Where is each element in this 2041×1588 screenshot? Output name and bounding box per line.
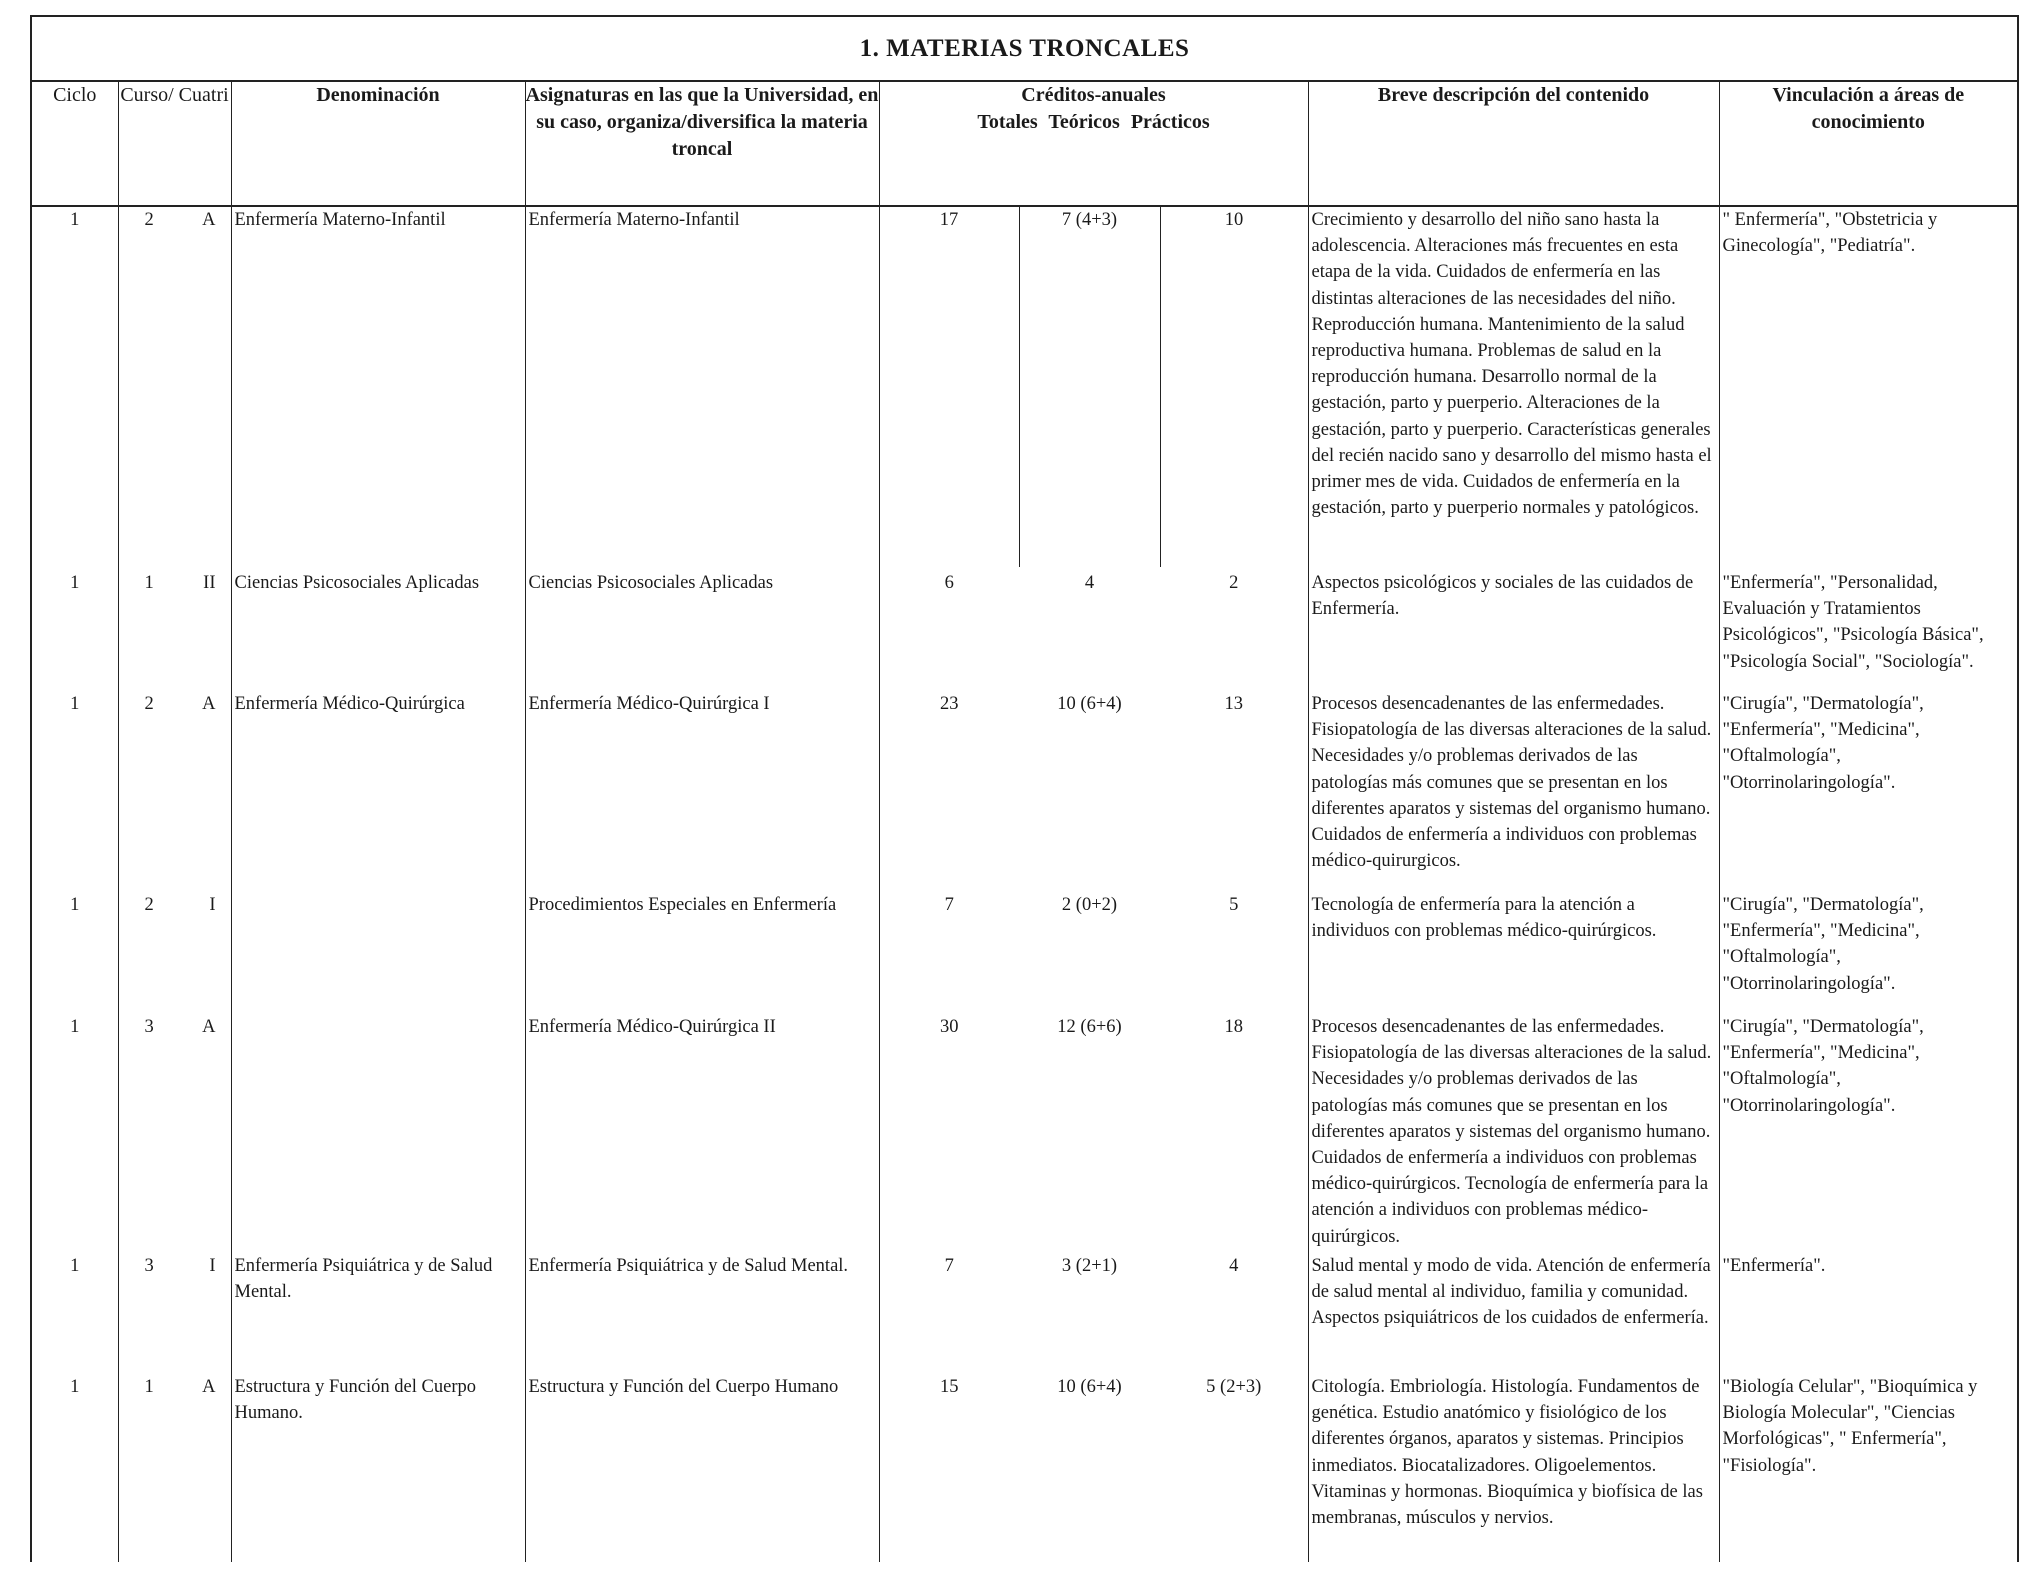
cell-descripcion: Tecnología de enfermería para la atención a individuos con problemas médico-quirúrgicos. <box>1308 889 1719 1011</box>
cell-totales: 17 <box>879 206 1019 567</box>
cell-denominacion <box>231 889 525 1011</box>
cell-curso <box>118 206 231 567</box>
cell-vinculacion: "Enfermería". <box>1719 1250 2018 1371</box>
cell-teoricos: 10 (6+4) <box>1057 1377 1122 1397</box>
cell-vinculacion: "Cirugía", "Dermatología", "Enfermería", "Medicina", "Oftalmología", "Otorrinolaringología". <box>1719 1011 2018 1250</box>
header-creditos-title: Créditos-anuales <box>1021 84 1166 106</box>
cell-practicos: 13 <box>1224 694 1243 714</box>
cell-totales: 23 <box>879 688 1019 889</box>
cell-curso <box>118 1011 231 1250</box>
cell-denominacion: Ciencias Psicosociales Aplicadas <box>231 567 525 688</box>
cell-teoricos: 7 (4+3) <box>1019 206 1160 567</box>
cell-curso <box>118 1371 231 1562</box>
cell-practicos: 10 <box>1160 206 1308 567</box>
cell-asignatura: Enfermería Psiquiátrica y de Salud Mental. <box>525 1250 879 1371</box>
cell-totales: 30 <box>879 1011 1019 1250</box>
table-row <box>31 889 2018 1011</box>
header-asignaturas: Asignaturas en las que la Universidad, en su caso, organiza/diversifica la materia troncal <box>525 81 879 206</box>
cell-curso <box>118 688 231 889</box>
cell-vinculacion: "Cirugía", "Dermatología", "Enfermería", "Medicina", "Oftalmología", "Otorrinolaringología". <box>1719 688 2018 889</box>
cell-practicos: 5 (2+3) <box>1206 1377 1262 1397</box>
cell-cuatri: A <box>202 210 216 230</box>
cell-descripcion: Citología. Embriología. Histología. Fundamentos de genética. Estudio anatómico y fisiológico de los diferentes órganos, aparatos y sistemas. Principios inmediatos. Biocatalizadores. Oligoelementos. Vitaminas y hormonas. Bioquímica y biofísica de las membranas, músculos y nervios. <box>1308 1371 1719 1562</box>
cell-totales: 7 <box>879 1250 1019 1371</box>
cell-curso-year: 1 <box>144 573 154 593</box>
cell-asignatura: Enfermería Médico-Quirúrgica I <box>525 688 879 889</box>
cell-asignatura: Procedimientos Especiales en Enfermería <box>525 889 879 1011</box>
cell-ciclo: 1 <box>31 1250 118 1371</box>
cell-vinculacion: "Cirugía", "Dermatología", "Enfermería", "Medicina", "Oftalmología", "Otorrinolaringología". <box>1719 889 2018 1011</box>
table-row <box>31 1011 2018 1250</box>
cell-cuatri: A <box>202 1377 216 1397</box>
cell-denominacion <box>231 1011 525 1250</box>
cell-cuatri: A <box>202 1017 216 1037</box>
cell-cuatri: I <box>209 1256 216 1276</box>
cell-asignatura: Ciencias Psicosociales Aplicadas <box>525 567 879 688</box>
cell-descripcion: Procesos desencadenantes de las enfermedades. Fisiopatología de las diversas alteraciones de la salud. Necesidades y/o problemas derivados de las patologías más comunes que se presentan en los diferentes aparatos y sistemas del organismo humano. Cuidados de enfermería a individuos con problemas médico-quirurgicos. <box>1308 688 1719 889</box>
cell-vinculacion: " Enfermería", "Obstetricia y Ginecología", "Pediatría". <box>1719 206 2018 567</box>
cell-practicos: 4 <box>1229 1256 1239 1276</box>
document-page <box>30 15 2017 1588</box>
table-row <box>31 688 2018 889</box>
table-row <box>31 206 2018 567</box>
cell-ciclo: 1 <box>31 1371 118 1562</box>
header-denominacion: Denominación <box>231 81 525 206</box>
cell-curso-year: 3 <box>144 1256 154 1276</box>
header-descripcion: Breve descripción del contenido <box>1308 81 1719 206</box>
cell-descripcion: Salud mental y modo de vida. Atención de enfermería de salud mental al individuo, familia y comunidad. Aspectos psiquiátricos de los cuidados de enfermería. <box>1308 1250 1719 1371</box>
cell-curso <box>118 1250 231 1371</box>
cell-curso-year: 2 <box>144 694 154 714</box>
cell-curso-year: 1 <box>144 1377 154 1397</box>
header-creditos-sub: Totales Teóricos Prácticos <box>977 111 1210 133</box>
cell-vinculacion: "Biología Celular", "Bioquímica y Biología Molecular", "Ciencias Morfológicas", " Enfermería", "Fisiología". <box>1719 1371 2018 1562</box>
cell-curso-year: 2 <box>144 210 154 230</box>
cell-descripcion: Crecimiento y desarrollo del niño sano hasta la adolescencia. Alteraciones más frecuentes en esta etapa de la vida. Cuidados de enfermería en las distintas alteraciones de las necesidades del niño. Reproducción humana. Mantenimiento de la salud reproductiva humana. Problemas de salud en la reproducción humana. Desarrollo normal de la gestación, parto y puerperio. Alteraciones de la gestación, parto y puerperio. Características generales del recién nacido sano y desarrollo del mismo hasta el primer mes de vida. Cuidados de enfermería en la gestación, parto y puerperio normales y patológicos. <box>1308 206 1719 567</box>
cell-curso-year: 2 <box>144 895 154 915</box>
header-vinculacion: Vinculación a áreas de conocimiento <box>1719 81 2018 206</box>
materias-troncales-table <box>30 15 2019 1562</box>
cell-curso <box>118 889 231 1011</box>
cell-descripcion: Procesos desencadenantes de las enfermedades. Fisiopatología de las diversas alteraciones de la salud. Necesidades y/o problemas derivados de las patologías más comunes que se presentan en los diferentes aparatos y sistemas del organismo humano. Cuidados de enfermería a individuos con problemas médico-quirúrgicos. Tecnología de enfermería para la atención a individuos con problemas médico-quirúrgicos. <box>1308 1011 1719 1250</box>
cell-vinculacion: "Enfermería", "Personalidad, Evaluación y Tratamientos Psicológicos", "Psicología Básica", "Psicología Social", "Sociología". <box>1719 567 2018 688</box>
cell-teoricos: 2 (0+2) <box>1061 895 1118 915</box>
cell-teoricos: 10 (6+4) <box>1057 694 1122 714</box>
cell-denominacion: Enfermería Psiquiátrica y de Salud Mental. <box>231 1250 525 1371</box>
header-creditos <box>879 81 1308 206</box>
cell-practicos: 5 <box>1229 895 1239 915</box>
table-row <box>31 567 2018 688</box>
table-row <box>31 1371 2018 1562</box>
cell-curso <box>118 567 231 688</box>
cell-ciclo: 1 <box>31 567 118 688</box>
cell-denominacion: Enfermería Materno-Infantil <box>231 206 525 567</box>
cell-ciclo: 1 <box>31 889 118 1011</box>
cell-asignatura: Enfermería Médico-Quirúrgica II <box>525 1011 879 1250</box>
cell-totales: 15 <box>879 1371 1019 1562</box>
cell-totales: 6 <box>879 567 1019 688</box>
cell-asignatura: Estructura y Función del Cuerpo Humano <box>525 1371 879 1562</box>
cell-teoricos: 3 (2+1) <box>1061 1256 1118 1276</box>
cell-ciclo: 1 <box>31 206 118 567</box>
cell-curso-year: 3 <box>144 1017 154 1037</box>
cell-asignatura: Enfermería Materno-Infantil <box>525 206 879 567</box>
cell-descripcion: Aspectos psicológicos y sociales de las cuidados de Enfermería. <box>1308 567 1719 688</box>
header-curso: Curso/ Cuatri <box>118 81 231 206</box>
cell-ciclo: 1 <box>31 1011 118 1250</box>
cell-cuatri: II <box>203 573 216 593</box>
cell-teoricos: 4 <box>1084 573 1095 593</box>
cell-denominacion: Estructura y Función del Cuerpo Humano. <box>231 1371 525 1562</box>
header-ciclo: Ciclo <box>31 81 118 206</box>
header-row <box>31 81 2018 206</box>
cell-denominacion: Enfermería Médico-Quirúrgica <box>231 688 525 889</box>
cell-ciclo: 1 <box>31 688 118 889</box>
cell-cuatri: I <box>209 895 216 915</box>
table-title: 1. MATERIAS TRONCALES <box>31 16 2018 81</box>
cell-totales: 7 <box>879 889 1019 1011</box>
cell-cuatri: A <box>202 694 216 714</box>
cell-practicos: 18 <box>1224 1017 1243 1037</box>
cell-practicos: 2 <box>1229 573 1239 593</box>
cell-teoricos: 12 (6+6) <box>1057 1017 1122 1037</box>
table-row <box>31 1250 2018 1371</box>
